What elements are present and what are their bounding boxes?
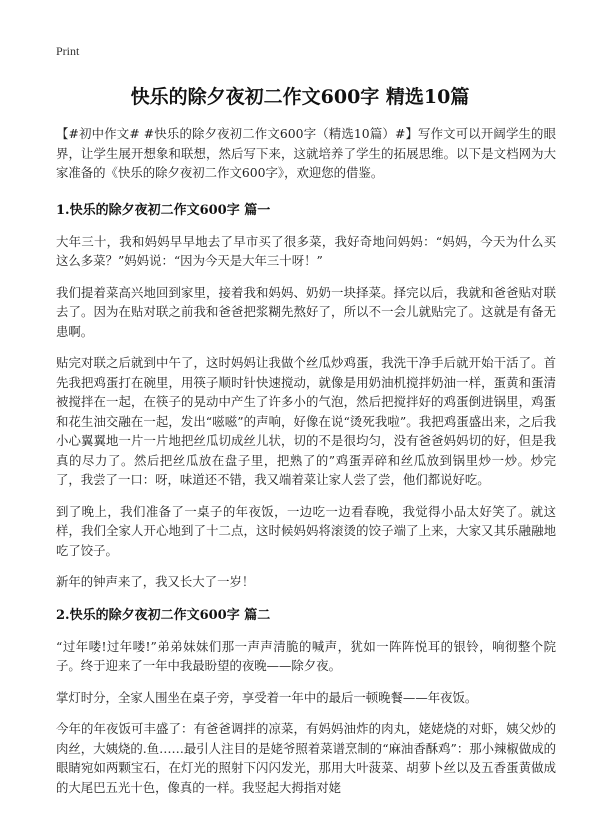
intro-paragraph: 【#初中作文# #快乐的除夕夜初二作文600字（精选10篇）#】写作文可以开阔学生的眼界，让学生展开想象和联想，然后写下来，这就培养了学生的拓展思维。以下是文档网为大家准备的《快乐的除夕夜初二作文600字》，欢迎您的借鉴。: [56, 126, 556, 180]
document-title: 快乐的除夕夜初二作文600字 精选10篇: [130, 86, 470, 108]
paragraph: 贴完对联之后就到中午了，这时妈妈让我做个丝瓜炒鸡蛋，我洗干净手后就开始干活了。首先我把鸡蛋打在碗里，用筷子顺时针快速搅动，就像是用奶油机搅拌奶油一样，蛋黄和蛋清被搅拌在一起，在筷子的晃动中产生了许多小的气泡，然后把搅拌好的鸡蛋倒进锅里，鸡蛋和花生油交融在一起，发出“嗞嗞”的声响，好像在说“烫死我啦”。我把鸡蛋盛出来，之后我小心翼翼地一片一片地把丝瓜切成丝儿状，切的不是很均匀，没有爸爸妈妈切的好，但是我真的尽力了。然后把丝瓜放在盘子里，把熟了的”鸡蛋弄碎和丝瓜放到锅里炒一炒。炒完了，我尝了一口：呀，味道还不错，我又端着菜让家人尝了尝，他们都说好吃。: [56, 355, 556, 487]
paragraph: 大年三十，我和妈妈早早地去了早市买了很多菜，我好奇地问妈妈：“妈妈，今天为什么买这么多菜？”妈妈说：“因为今天是大年三十呀！”: [56, 233, 556, 268]
document-body: [56, 124, 556, 809]
print-link[interactable]: Print: [56, 44, 80, 58]
paragraph: “过年喽!过年喽!”弟弟妹妹们那一声声清脆的喊声，犹如一阵阵悦耳的银铃，响彻整个院子。终于迎来了一年中我最盼望的夜晚——除夕夜。: [56, 638, 556, 673]
paragraph: 今年的年夜饭可丰盛了：有爸爸调拌的凉菜，有妈妈油炸的肉丸，姥姥烧的对虾，姨父炒的肉丝，大姨烧的.鱼……最引人注目的是姥爷照着菜谱烹制的“麻油香酥鸡”：那小辣椒做成的眼睛宛如两颗宝石，在灯光的照射下闪闪发光，那用大叶菠菜、胡萝卜丝以及五香蛋黄做成的大尾巴五光十色，像真的一样。我竖起大拇指对姥: [56, 721, 556, 795]
section-heading-2: 2.快乐的除夕夜初二作文600字 篇二: [56, 607, 271, 623]
paragraph: 到了晚上，我们准备了一桌子的年夜饭，一边吃一边看春晚，我觉得小品太好笑了。就这样，我们全家人开心地到了十二点，这时候妈妈将滚烫的饺子端了上来，大家又其乐融融地吃了饺子。: [56, 503, 556, 558]
paragraph: 我们提着菜高兴地回到家里，接着我和妈妈、奶奶一块择菜。择完以后，我就和爸爸贴对联去了。因为在贴对联之前我和爸爸把浆糊先熬好了，所以不一会儿就贴完了。这就是有备无患啊。: [56, 284, 556, 339]
paragraph: 掌灯时分，全家人围坐在桌子旁，享受着一年中的最后一顿晚餐——年夜饭。: [56, 689, 478, 705]
paragraph: 新年的钟声来了，我又长大了一岁！: [56, 574, 255, 589]
section-heading-1: 1.快乐的除夕夜初二作文600字 篇一: [56, 202, 271, 218]
